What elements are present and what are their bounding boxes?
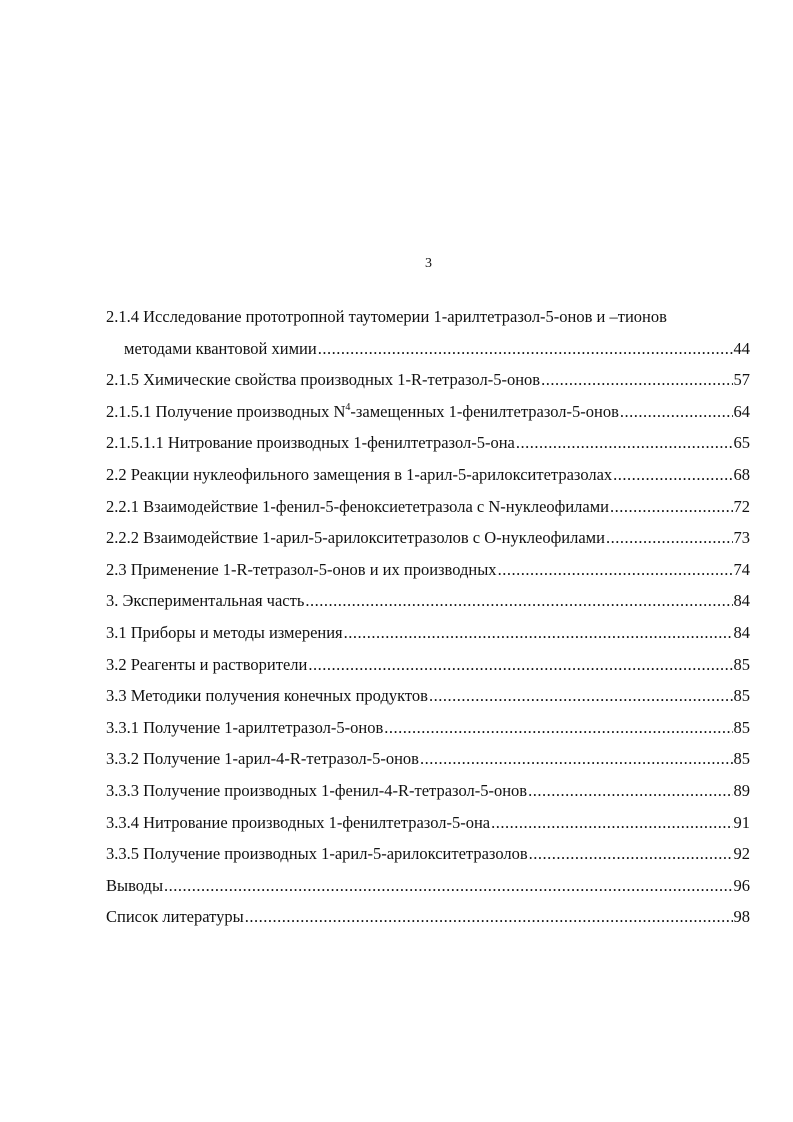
- toc-entry-title-part-b: -замещенных 1-фенилтетразол-5-онов: [350, 401, 619, 421]
- toc-leader-dots: [620, 401, 733, 422]
- toc-entry-title: 2.1.5 Химические свойства производных 1-R-тетразол-5-онов: [106, 370, 541, 390]
- toc-entry-title: методами квантовой химии: [124, 338, 317, 358]
- toc-entry-title: 2.2 Реакции нуклеофильного замещения в 1-арил-5-арилокситетразолах: [106, 464, 613, 484]
- toc-entry: [106, 906, 750, 927]
- toc-entry: [106, 527, 750, 548]
- toc-leader-dots: [613, 464, 732, 485]
- toc-entry: [106, 338, 750, 359]
- toc-entry-title: 3.3.4 Нитрование производных 1-фенилтетразол-5-она: [106, 812, 491, 832]
- toc-entry-page: 96: [733, 875, 750, 895]
- toc-entry: [106, 843, 750, 864]
- toc-entry: [106, 685, 750, 706]
- toc-leader-dots: [344, 622, 733, 643]
- toc-entry-page: 68: [733, 464, 750, 484]
- toc-leader-dots: [384, 717, 732, 738]
- toc-entry-title: 2.2.2 Взаимодействие 1-арил-5-арилокситетразолов с O-нуклеофилами: [106, 528, 605, 548]
- toc-entry: [106, 875, 750, 896]
- toc-entry-page: 85: [733, 749, 750, 769]
- toc-entry: [106, 812, 750, 833]
- toc-leader-dots: [420, 748, 733, 769]
- toc-entry-page: 84: [733, 591, 750, 611]
- toc-entry-title: 3.3.3 Получение производных 1-фенил-4-R-тетразол-5-онов: [106, 780, 528, 800]
- toc-leader-dots: [318, 338, 733, 359]
- toc-entry-page: 84: [733, 622, 750, 642]
- toc-entry: [106, 559, 750, 580]
- toc-entry: [106, 432, 750, 453]
- toc-entry-title: [106, 401, 619, 422]
- superscript: 4: [345, 401, 351, 413]
- toc-entry-title: 3.3.2 Получение 1-арил-4-R-тетразол-5-онов: [106, 749, 419, 769]
- toc-entry: [106, 401, 750, 422]
- toc-leader-dots: [491, 812, 732, 833]
- toc-entry: [106, 369, 750, 390]
- toc-leader-dots: [245, 906, 733, 927]
- toc-entry-page: 98: [733, 907, 750, 927]
- toc-entry: [106, 496, 750, 517]
- toc-entry-title: 3.1 Приборы и методы измерения: [106, 622, 343, 642]
- toc-entry: [106, 748, 750, 769]
- toc-entry: [106, 654, 750, 675]
- toc-entry-page: 92: [733, 844, 750, 864]
- toc-entry-title: 3.3.1 Получение 1-арилтетразол-5-онов: [106, 717, 384, 737]
- toc-heading-line-2-1-4: 2.1.4 Исследование прототропной таутомерии 1-арилтетразол-5-онов и –тионов: [106, 307, 667, 326]
- toc-entry-page: 44: [733, 338, 750, 358]
- toc-entry-title: 3. Экспериментальная часть: [106, 591, 305, 611]
- toc-entry-title: 2.1.5.1.1 Нитрование производных 1-фенилтетразол-5-она: [106, 433, 515, 453]
- toc-entry-page: 73: [733, 528, 750, 548]
- toc-entry: [106, 717, 750, 738]
- toc-leader-dots: [305, 590, 732, 611]
- toc-entry-title: Выводы: [106, 875, 164, 895]
- toc-entry-title: 3.3.5 Получение производных 1-арил-5-арилокситетразолов: [106, 844, 528, 864]
- toc-entry-title: 3.2 Реагенты и растворители: [106, 654, 308, 674]
- toc-leader-dots: [606, 527, 733, 548]
- toc-entry-page: 74: [733, 559, 750, 579]
- toc-entry-page: 85: [733, 686, 750, 706]
- toc-entry-title: 2.3 Применение 1-R-тетразол-5-онов и их производных: [106, 559, 497, 579]
- toc-leader-dots: [308, 654, 732, 675]
- toc-entry-title: 2.2.1 Взаимодействие 1-фенил-5-феноксиететразола с N-нуклеофилами: [106, 496, 610, 516]
- toc-entry: [106, 464, 750, 485]
- toc-entry-title: Список литературы: [106, 907, 244, 927]
- toc-leader-dots: [498, 559, 733, 580]
- toc-entry-page: 57: [733, 370, 750, 390]
- toc-leader-dots: [529, 843, 733, 864]
- toc-leader-dots: [164, 875, 732, 896]
- toc-entry-page: 91: [733, 812, 750, 832]
- toc-entry-page: 65: [733, 433, 750, 453]
- toc-entry: [106, 622, 750, 643]
- toc-entry-title: 3.3 Методики получения конечных продуктов: [106, 686, 428, 706]
- toc-entry: [106, 780, 750, 801]
- page-number: 3: [425, 256, 432, 271]
- toc-leader-dots: [528, 780, 732, 801]
- toc-entry-page: 72: [733, 496, 750, 516]
- toc-leader-dots: [516, 432, 733, 453]
- toc-entry-page: 64: [733, 401, 750, 421]
- toc-leader-dots: [610, 496, 732, 517]
- toc-leader-dots: [541, 369, 732, 390]
- table-of-contents: [106, 306, 750, 938]
- toc-leader-dots: [429, 685, 733, 706]
- toc-entry-title-part-a: 2.1.5.1 Получение производных N: [106, 401, 346, 421]
- toc-entry-page: 85: [733, 717, 750, 737]
- toc-entry-page: 89: [733, 780, 750, 800]
- toc-entry: [106, 590, 750, 611]
- toc-entry-page: 85: [733, 654, 750, 674]
